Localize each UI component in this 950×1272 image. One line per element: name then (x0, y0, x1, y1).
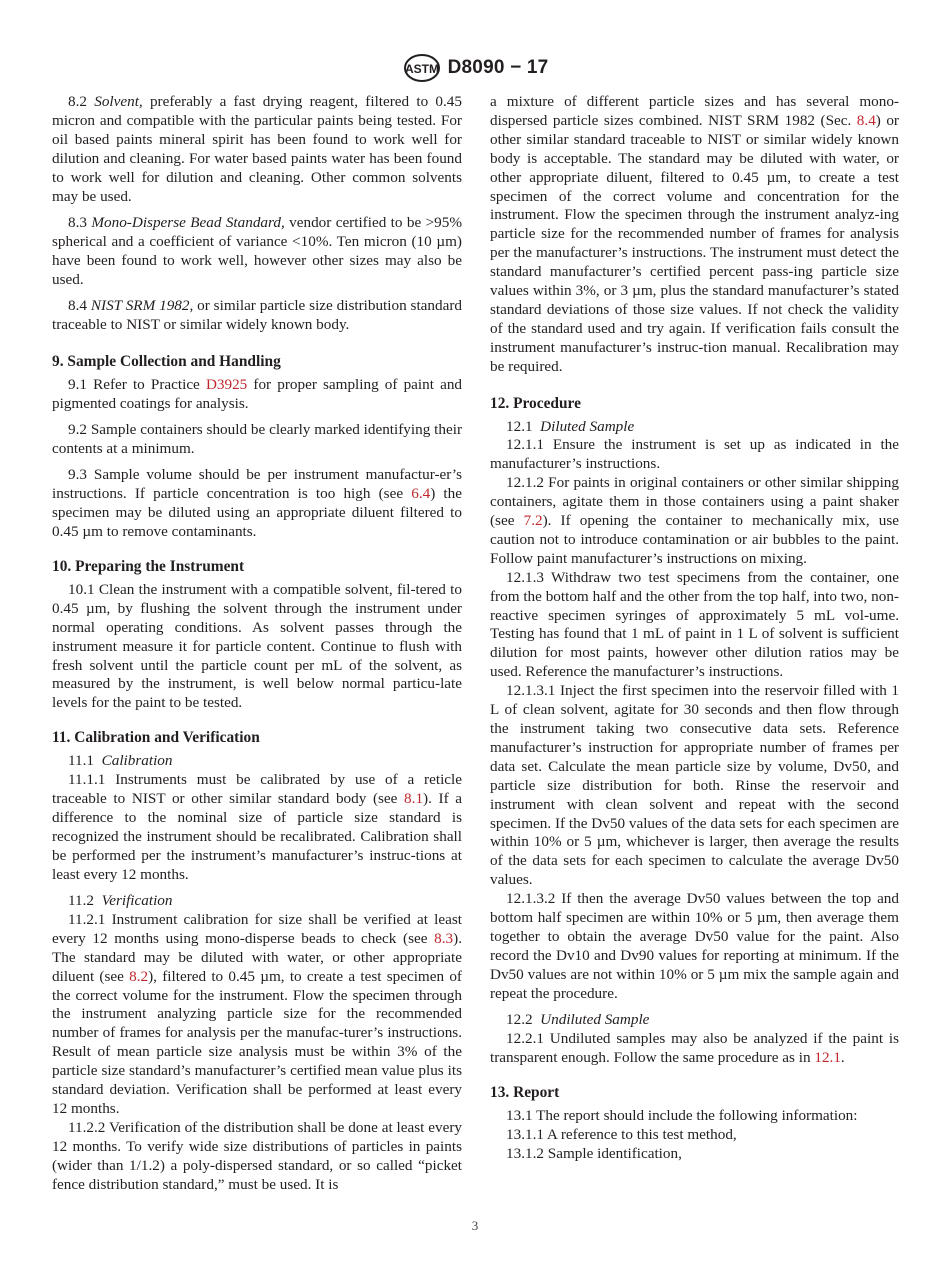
xref-8-3[interactable]: 8.3 (434, 929, 454, 947)
section-heading-13: 13. Report (490, 1083, 560, 1101)
paragraph-12-1-3: 12.1.3 Withdraw two test specimens from the container, one from the bottom half and the other from the top half, into two, non-reactive specimen syringes of approximately 5 mL vol-ume. Testing has found that 1 mL of paint in 1 L of solvent is sufficient dilution for most paints, however other dilution ratios may be used. Reference the manufacturer’s instructions. (490, 568, 899, 681)
paragraph-13-1-1: 13.1.1 A reference to this test method, (506, 1125, 737, 1143)
xref-8-1[interactable]: 8.1 (404, 790, 424, 807)
page-header (0, 52, 950, 84)
section-heading-11: 11. Calibration and Verification (52, 729, 260, 747)
svg-text:ASTM: ASTM (404, 62, 439, 76)
paragraph-continued: a mixture of different particle sizes and has several mono-dispersed particle sizes combined. NIST SRM 1982 (Sec. 8.4) or other similar standard traceable to NIST or similar widely known body is acceptable. The standard may be diluted with water, or other appropriate diluent, filtered to 0.45 µm, to create a test specimen of the correct volume and concentration for the instrument. Flow the specimen through the instrument analyz-ing particle size for the recommended number of frames for analysis per the manufacturer’s instructions. The instrument must detect the standard manufacturer’s certified percent pass-ing particle size values within 3%, or 3 µm, plus the standard manufacturer’s stated standard deviations of those size values. If not check the validity of the standard used and try again. If verification fails consult the instrument manufacturer’s instruc-tion manual. Recalibration may be required. (490, 93, 899, 375)
xref-7-2[interactable]: 7.2 (523, 512, 543, 530)
right-column (490, 93, 899, 1163)
document-id: D8090 − 17 (447, 57, 549, 78)
paragraph-11-2-2: 11.2.2 Verification of the distribution shall be done at least every 12 months. To verify wide size distributions of particles in paints (wider than 1/1.2) a poly-dispersed standard, or so called “picket fence distribution standard,” must be used. It is (52, 1118, 462, 1193)
paragraph-8-4: 8.4 NIST SRM 1982, or similar particle size distribution standard traceable to NIST or similar widely known body. (52, 297, 463, 333)
paragraph-12-1-3-2: 12.1.3.2 If then the average Dv50 values between the top and bottom half specimen are within 10% or 5 µm, then average them together to obtain the average Dv50 value for the paint. Also record the Dv10 and Dv90 values for reporting at minimum. If the Dv50 values are not within 10% or 5 µm mix the sample again and repeat the procedure. (490, 890, 899, 1002)
astm-logo-icon (402, 53, 442, 83)
section-heading-10: 10. Preparing the Instrument (52, 558, 245, 576)
xref-6-4[interactable]: 6.4 (411, 485, 431, 503)
paragraph-11-2: 11.2 Verification (68, 892, 173, 910)
paragraph-13-1: 13.1 The report should include the following information: (506, 1106, 858, 1124)
paragraph-9-3: 9.3 Sample volume should be per instrument manufactur-er’s instructions. If particle concentration is too high (see 6.4) the specimen may be diluted using an appropriate diluent filtered to 0.45 µm to remove contaminants. (52, 466, 462, 541)
paragraph-11-1: 11.1 Calibration (68, 752, 173, 770)
section-heading-12: 12. Procedure (490, 394, 581, 412)
paragraph-13-1-2: 13.1.2 Sample identification, (506, 1144, 682, 1162)
xref-12-1[interactable]: 12.1 (814, 1048, 841, 1066)
paragraph-12-1-3-1: 12.1.3.1 Inject the first specimen into the reservoir filled with 1 L of clean solvent, agitate for 30 seconds and then flow through the instrument taking two consecutive data sets. Reference manufacturer’s instruction for appropriate number of frames per data set. Calculate the mean particle size by volume, Dv50, and particle size distribution for both. Rinse the reservoir and instrument with clean solvent and repeat with the second specimen. If the Dv50 values of the data sets for each specimen are within 10% or 5 µm, whichever is larger, then average the results of the data sets for each specimen to calculate the average Dv50 values. (490, 682, 899, 889)
xref-8-4[interactable]: 8.4 (856, 111, 876, 129)
paragraph-9-2: 9.2 Sample containers should be clearly marked identifying their contents at a minimum. (52, 421, 462, 457)
paragraph-10-1: 10.1 Clean the instrument with a compatible solvent, fil-tered to 0.45 µm, by flushing the solvent through the instrument under normal operating conditions. As solvent passes through the instrument measure it for particle content. Continue to flush with fresh solvent until the particle count per mL of the solvent, as measured by the instrument, is well below normal particu-late levels for the paint to be tested. (52, 580, 462, 712)
xref-8-2[interactable]: 8.2 (129, 967, 149, 985)
paragraph-9-1: 9.1 Refer to Practice D3925 for proper sampling of paint and pigmented coatings for analysis. (52, 375, 463, 412)
paragraph-12-1-2: 12.1.2 For paints in original containers or other similar shipping containers, agitate them in those containers using a paint shaker (see 7.2). If opening the container to mechanically mix, use caution not to introduce contamination or air bubbles to the paint. Follow paint manufacturer’s instructions on mixing. (490, 474, 899, 567)
paragraph-12-2-1: 12.2.1 Undiluted samples may also be analyzed if the paint is transparent enough. Follow the same procedure as in 12.1. (490, 1030, 899, 1066)
paragraph-11-2-1: 11.2.1 Instrument calibration for size shall be verified at least every 12 months using mono-disperse beads to check (see 8.3). The standard may be diluted with water, or other appropriate diluent (see 8.2), filtered to 0.45 µm, to create a test specimen of the correct volume for the instrument. Flow the specimen through the instrument analyzing particle size for the recommended number of frames for analysis per the manufac-turer’s instructions. Result of mean particle size analysis must be within 3% of the particle size standard’s manufacturer’s certified mean value plus its standard deviation. Verification shall be performed at least every 12 months. (52, 910, 462, 1117)
paragraph-11-1-1: 11.1.1 Instruments must be calibrated by use of a reticle traceable to NIST or other similar standard body (see 8.1). If a difference to the nominal size of particle size standard is recognized the instrument should be recalibrated. Calibration shall be performed per the instrument’s manufacturer’s instruc-tions at least every 12 months. (52, 771, 462, 883)
paragraph-12-2: 12.2 Undiluted Sample (506, 1011, 650, 1029)
paragraph-12-1: 12.1 Diluted Sample (506, 417, 635, 435)
section-heading-9: 9. Sample Collection and Handling (52, 352, 281, 370)
left-column (52, 93, 462, 1195)
xref-d3925[interactable]: D3925 (205, 375, 248, 393)
paragraph-8-2: 8.2 Solvent, preferably a fast drying reagent, filtered to 0.45 micron and compatible with the particular paints being tested. For oil based paints mineral spirit has been found to work well for dilution and cleaning. For water based paints water has been found to work well for dilution and cleaning. Other common solvents may be used. (52, 93, 462, 205)
paragraph-8-3: 8.3 Mono-Disperse Bead Standard, vendor certified to be >95% spherical and a coefficient of variance <10%. Ten micron (10 µm) have been found to work well, however other sizes may also be used. (52, 213, 462, 288)
page-number: 3 (471, 1218, 479, 1233)
paragraph-12-1-1: 12.1.1 Ensure the instrument is set up as indicated in the manufacturer’s instructions. (490, 436, 899, 473)
